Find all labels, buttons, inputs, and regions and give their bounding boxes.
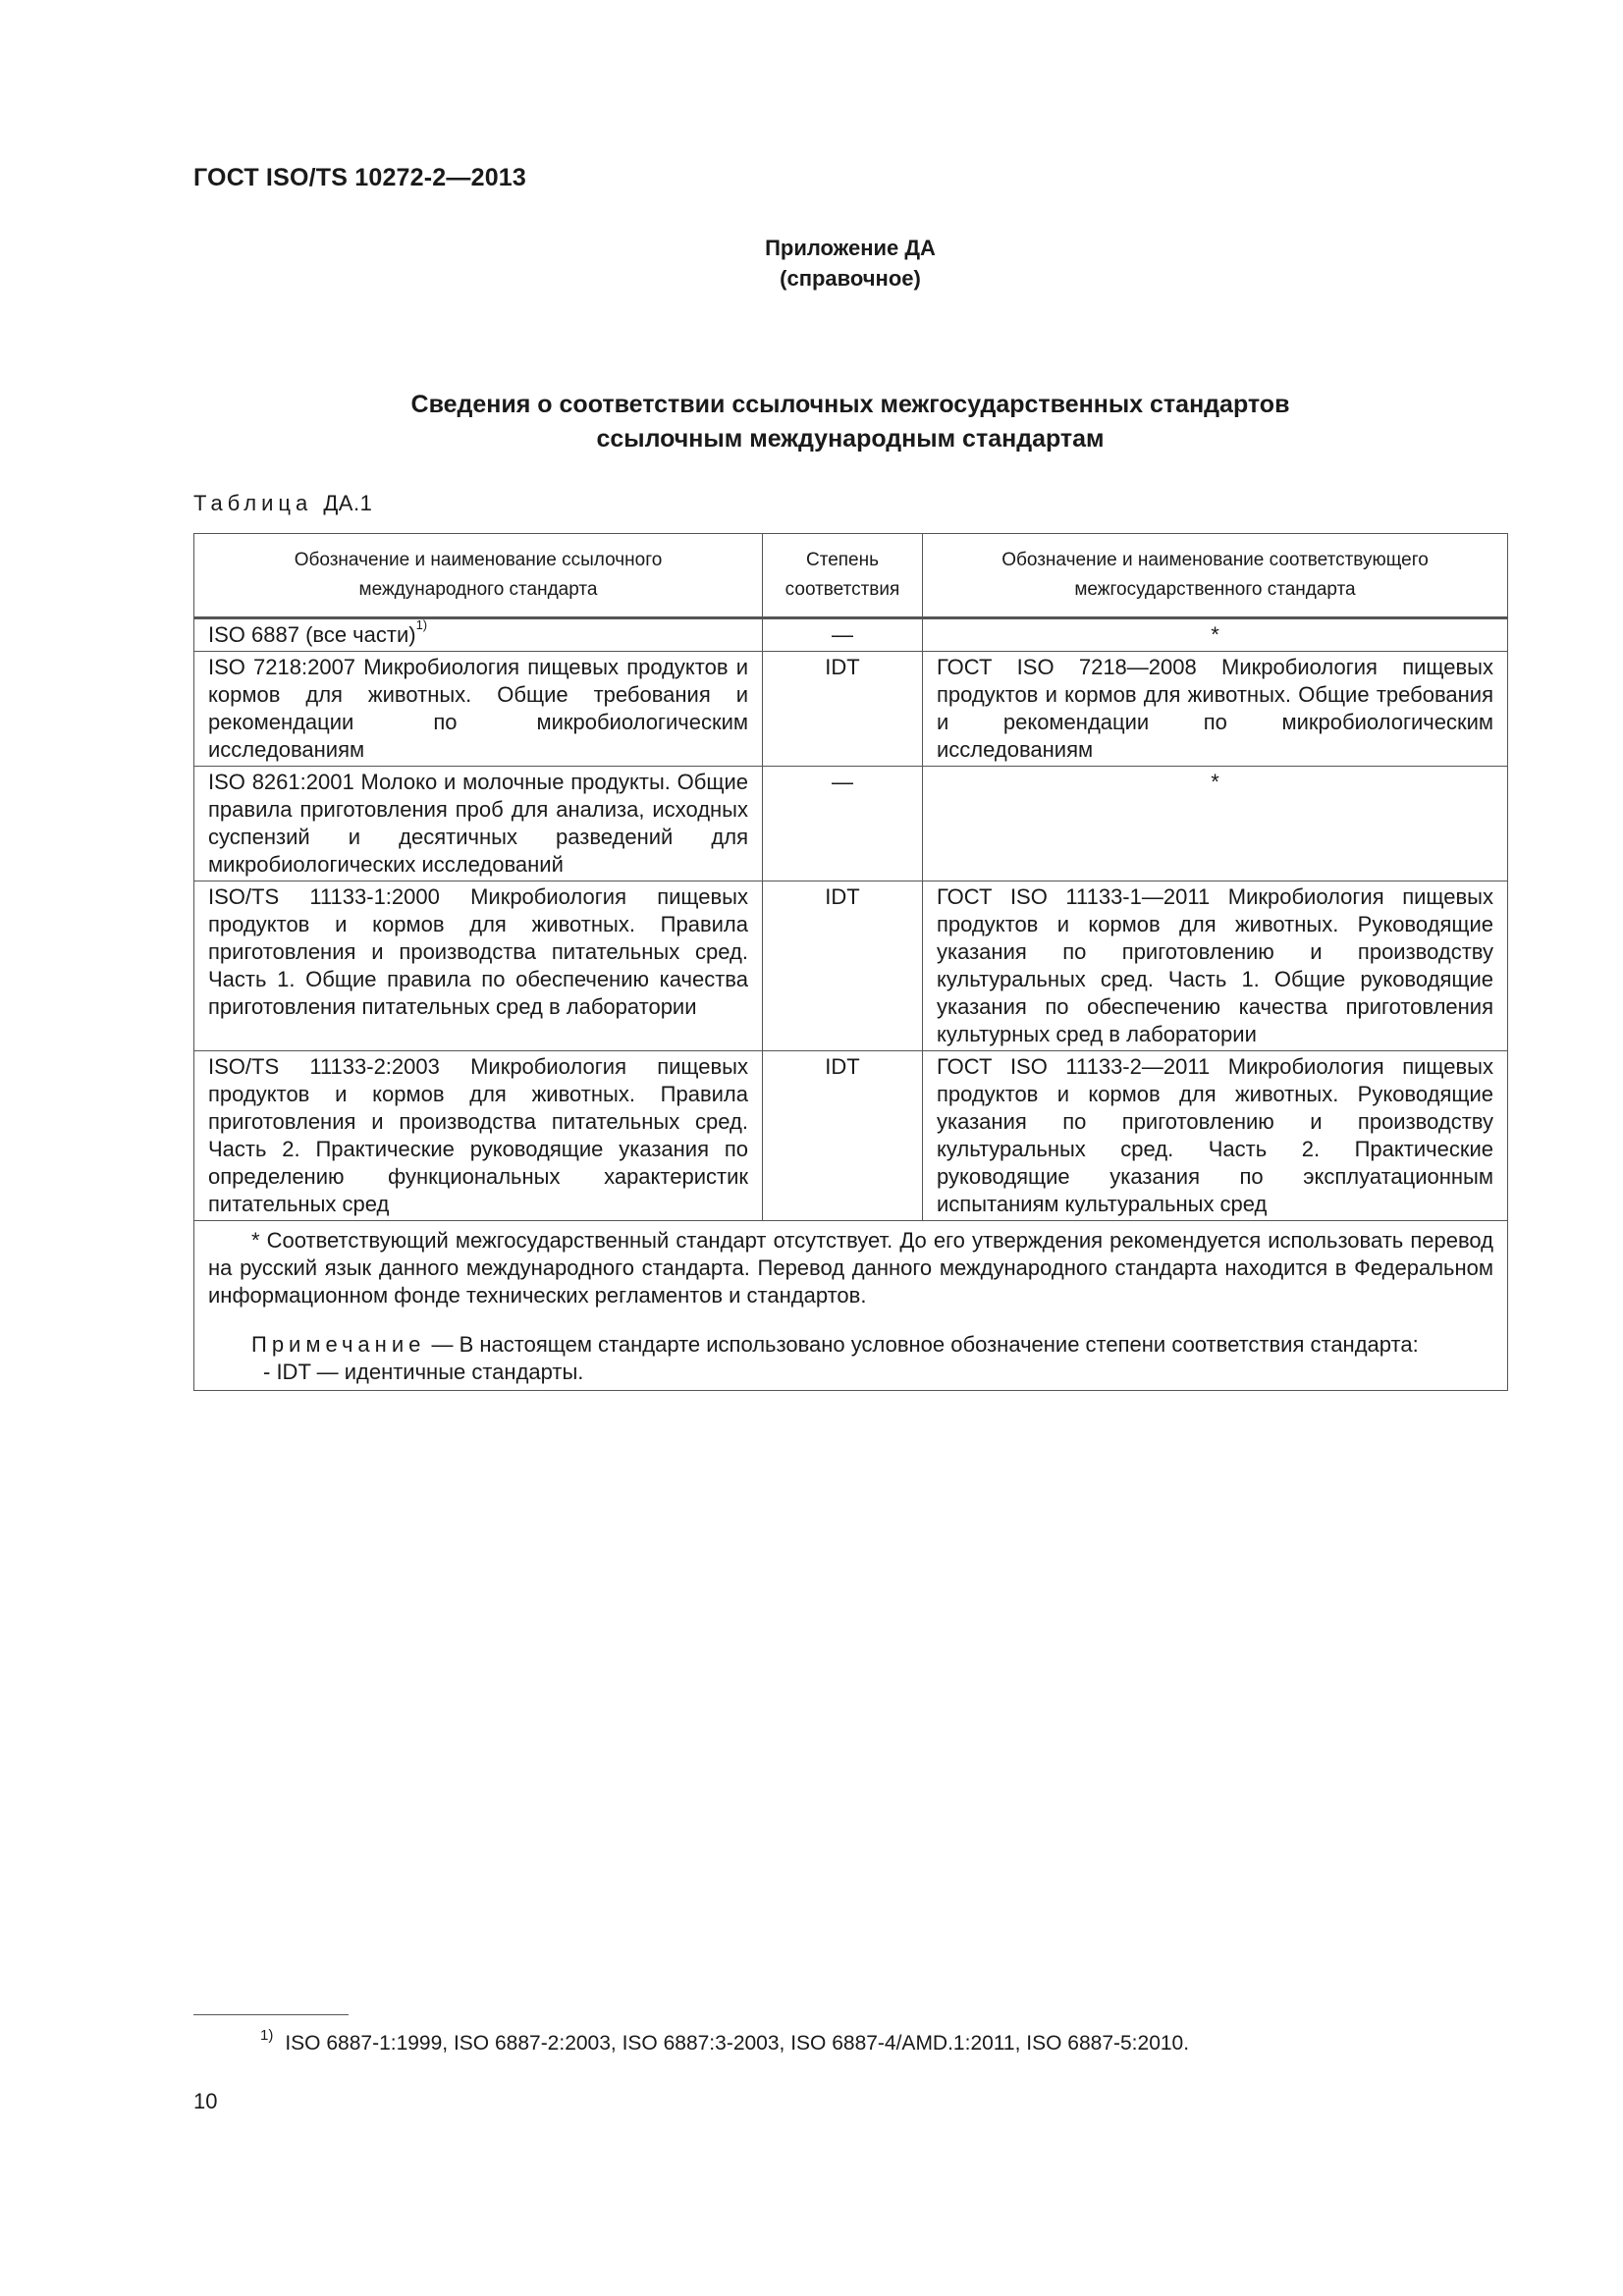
table-caption-number: ДА.1	[323, 491, 373, 515]
appendix-title: Приложение ДА	[765, 236, 936, 260]
interstate-standard-cell: ГОСТ ISO 11133-2—2011 Микробиология пищевых продуктов и кормов для животных. Руководящие указания по приготовлению и производству культуральных сред. Часть 2. Практические руководящие указания по эксплуатационным испытаниям культуральных сред	[923, 1051, 1508, 1221]
reference-standard-cell: ISO 8261:2001 Молоко и молочные продукты. Общие правила приготовления проб для анализа, исходных суспензий и десятичных разведений для микробиологических исследований	[194, 767, 763, 881]
section-title-line-2: ссылочным международным стандартам	[596, 425, 1105, 453]
footnote-number: 1)	[260, 2027, 274, 2044]
table-caption-label: Таблица	[193, 491, 313, 515]
degree-cell: —	[763, 767, 923, 881]
note-label: Примечание	[251, 1332, 426, 1357]
header-international-standard: Обозначение и наименование ссылочного международного стандарта	[194, 534, 763, 618]
degree-cell: IDT	[763, 1051, 923, 1221]
table-row	[194, 881, 1508, 1051]
header-interstate-standard: Обозначение и наименование соответствующего межгосударственного стандарта	[923, 534, 1508, 618]
star-footnote: * Соответствующий межгосударственный стандарт отсутствует. До его утверждения рекомендуется использовать перевод на русский язык данного международного стандарта. Перевод данного международного стандарта находится в Федеральном информационном фонде технических регламентов и стандартов.	[208, 1228, 1493, 1308]
document-code-header: ГОСТ ISO/TS 10272-2—2013	[193, 164, 527, 191]
appendix-heading	[0, 233, 1623, 294]
note-text: — В настоящем стандарте использовано условное обозначение степени соответствия стандарта:	[431, 1332, 1419, 1357]
page-footnote	[260, 2027, 1190, 2056]
reference-standard-cell: ISO/TS 11133-2:2003 Микробиология пищевых продуктов и кормов для животных. Правила приготовления и производства питательных сред. Часть 2. Практические руководящие указания по определению функциональных характеристик питательных сред	[194, 1051, 763, 1221]
reference-standard-cell: ISO/TS 11133-1:2000 Микробиология пищевых продуктов и кормов для животных. Правила приготовления и производства питательных сред. Часть 1. Общие правила по обеспечению качества приготовления питательных сред в лаборатории	[194, 881, 763, 1051]
table-row	[194, 618, 1508, 652]
interstate-standard-cell: *	[923, 767, 1508, 881]
table-row	[194, 767, 1508, 881]
interstate-standard-cell: ГОСТ ISO 7218—2008 Микробиология пищевых продуктов и кормов для животных. Общие требования и рекомендации по микробиологическим исследованиям	[923, 652, 1508, 767]
interstate-standard-cell: *	[923, 618, 1508, 652]
reference-standard-cell: ISO 6887 (все части)$^{1)}$	[194, 618, 763, 652]
reference-standards-table	[193, 533, 1508, 1391]
header-degree-of-correspondence: Степень соответствия	[763, 534, 923, 618]
table-notes-cell	[194, 1221, 1508, 1391]
table-notes-row	[194, 1221, 1508, 1391]
footnote-marker: 1)	[415, 617, 428, 632]
interstate-standard-cell: ГОСТ ISO 11133-1—2011 Микробиология пищевых продуктов и кормов для животных. Руководящие указания по приготовлению и производству культуральных сред. Часть 1. Общие руководящие указания по обеспечению качества приготовления культурных сред в лаборатории	[923, 881, 1508, 1051]
table-header-row	[194, 534, 1508, 618]
degree-cell: IDT	[763, 881, 923, 1051]
section-title	[295, 388, 1406, 456]
table-row	[194, 652, 1508, 767]
note-list-item: - IDT — идентичные стандарты.	[263, 1360, 584, 1384]
appendix-type: (справочное)	[780, 266, 921, 291]
section-title-line-1: Сведения о соответствии ссылочных межгосударственных стандартов	[410, 391, 1290, 418]
table-caption	[193, 491, 372, 516]
degree-cell: IDT	[763, 652, 923, 767]
degree-cell: —	[763, 618, 923, 652]
reference-standard-cell: ISO 7218:2007 Микробиология пищевых продуктов и кормов для животных. Общие требования и рекомендации по микробиологическим исследованиям	[194, 652, 763, 767]
table-row	[194, 1051, 1508, 1221]
footnote-separator	[193, 2014, 349, 2015]
page-number: 10	[193, 2089, 218, 2113]
table-note	[208, 1331, 1493, 1359]
footnote-text: ISO 6887-1:1999, ISO 6887-2:2003, ISO 6887:3-2003, ISO 6887-4/AMD.1:2011, ISO 6887-5:2010.	[285, 2032, 1190, 2055]
